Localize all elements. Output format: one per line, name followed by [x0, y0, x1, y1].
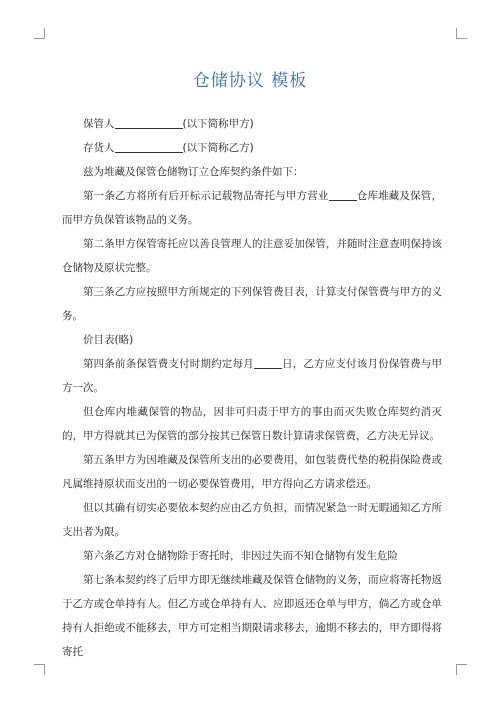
- clause-4: [62, 352, 442, 400]
- clause-6: 第六条乙方对仓储物除于寄托时，非因过失而不知仓储物有发生危险: [83, 550, 398, 562]
- corner-mark-bottom-left: [34, 664, 45, 675]
- clause-5-paragraph-2: 但以其确有切实必要依本契约应由乙方负担，而情况紧急一时无暇通知乙方所支出者为限。: [62, 502, 442, 538]
- corner-mark-top-right: [456, 28, 467, 39]
- clause-4-part-1: 第四条前条保管费支付时期约定每月: [83, 358, 254, 370]
- clause-4-blank: [254, 355, 282, 369]
- custodian-label: 保管人: [83, 118, 115, 130]
- custodian-blank: [115, 115, 183, 129]
- depositor-label: 存货人: [83, 142, 115, 154]
- clause-1-blank: [329, 187, 357, 201]
- clause-2: 第二条甲方保管寄托应以善良管理人的注意妥加保管，并随时注意查明保持该仓储物及原状完整。: [62, 238, 442, 274]
- clause-1-part-2: 仓库堆藏及保管，而甲方负保管该物品的义务。: [62, 190, 443, 226]
- custodian-line: [62, 112, 442, 136]
- custodian-suffix: (以下简称甲方): [182, 118, 254, 130]
- clause-1-part-1: 第一条乙方将所有后开标示记载物品寄托与甲方营业: [83, 190, 329, 202]
- clause-5: 第五条甲方为因堆藏及保管所支出的必要费用，如包装费代垫的税捐保险费或凡属维持原状而支出的一切必要保管费用，甲方得向乙方请求偿还。: [62, 454, 442, 490]
- depositor-suffix: (以下简称乙方): [182, 142, 254, 154]
- corner-mark-top-left: [34, 28, 45, 39]
- corner-mark-bottom-right: [456, 664, 467, 675]
- clause-3: 第三条乙方应按照甲方所规定的下列保管费目表，计算支付保管费与甲方的义务。: [62, 286, 442, 322]
- document-body: [62, 112, 442, 664]
- clause-7: 第七条本契约终了后甲方即无继续堆藏及保管仓储物的义务，而应将寄托物返于乙方或仓单持有人。但乙方或仓单持有人、应即返还仓单与甲方，倘乙方或仓单持有人拒绝或不能移去，甲方可定相当期限请求移去，逾期不移去的，甲方即得将寄托: [62, 574, 442, 658]
- clause-4-paragraph-2: 但仓库内堆藏保管的物品，因非可归责于甲方的事由而灭失败仓库契约消灭的，甲方得就其已为保管的部分按其已保管日数计算请求保管费，乙方决无异议。: [62, 406, 442, 442]
- clause-4-part-2: 日，乙方应支付该月份保管费与甲方一次。: [62, 358, 443, 394]
- intro-paragraph: 兹为堆藏及保管仓储物订立仓库契约条件如下：: [83, 166, 304, 178]
- depositor-line: [62, 136, 442, 160]
- depositor-blank: [115, 139, 183, 153]
- document-title: 仓储协议 模板: [192, 71, 308, 91]
- price-table-note: 价目表(略): [83, 334, 134, 346]
- clause-1: [62, 184, 442, 232]
